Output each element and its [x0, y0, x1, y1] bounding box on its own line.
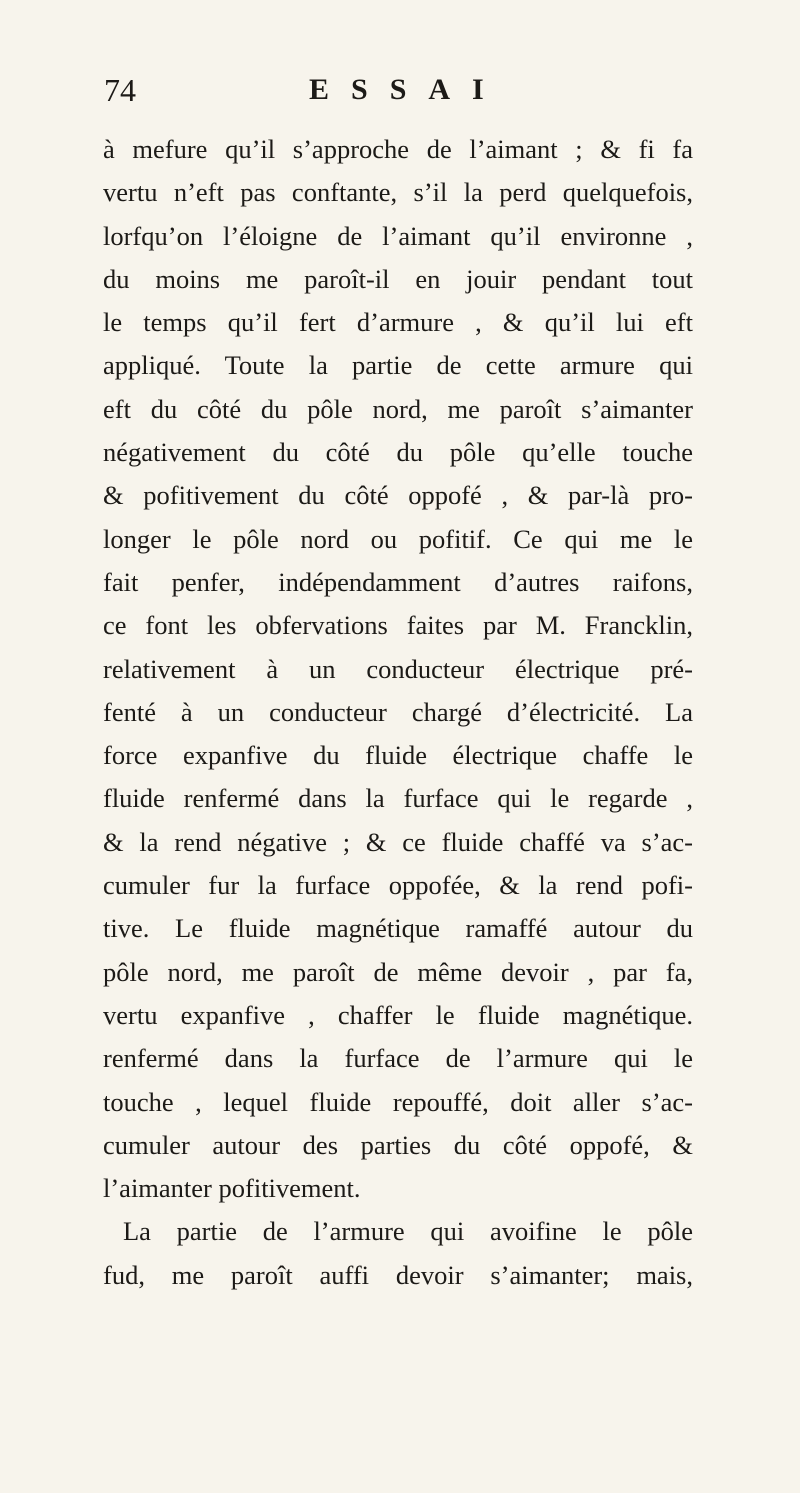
text-line: relativement à un conducteur électrique pré- [103, 653, 693, 684]
text-line: fluide renfermé dans la furface qui le regarde , [103, 783, 693, 814]
text-line: fud, me paroît auffi devoir s’aimanter; mais, [103, 1259, 693, 1290]
text-line: lorfqu’on l’éloigne de l’aimant qu’il environne , [103, 220, 693, 251]
running-head: ESSAI [309, 73, 506, 106]
text-line: force expanfive du fluide électrique chaffe le [103, 740, 693, 771]
body-text [103, 128, 693, 1297]
text-line: du moins me paroît-il en jouir pendant tout [103, 263, 693, 294]
text-line: vertu n’eft pas conftante, s’il la perd quelquefois, [103, 177, 693, 208]
text-line: ce font les obfervations faites par M. Francklin, [103, 610, 693, 641]
text-line: & la rend négative ; & ce fluide chaffé va s’ac- [103, 826, 693, 857]
text-line: vertu expanfive , chaffer le fluide magnétique. [103, 999, 693, 1030]
text-line: fait penfer, indépendamment d’autres raifons, [103, 566, 693, 597]
text-line: longer le pôle nord ou pofitif. Ce qui me le [103, 523, 693, 554]
text-line: cumuler autour des parties du côté oppofé, & [103, 1129, 693, 1160]
text-line: & pofitivement du côté oppofé , & par-là pro- [103, 480, 693, 511]
text-line: eft du côté du pôle nord, me paroît s’aimanter [103, 393, 693, 424]
page-number: 74 [104, 72, 136, 108]
text-line: renfermé dans la furface de l’armure qui le [103, 1043, 693, 1074]
text-line: le temps qu’il fert d’armure , & qu’il lui eft [103, 307, 693, 338]
text-line: appliqué. Toute la partie de cette armure qui [103, 350, 693, 381]
text-line: pôle nord, me paroît de même devoir , par fa, [103, 956, 693, 987]
text-line: fenté à un conducteur chargé d’électricité. La [103, 696, 693, 727]
text-line: à mefure qu’il s’approche de l’aimant ; & fi fa [103, 134, 693, 164]
text-line: l’aimanter pofitivement. [103, 1173, 361, 1204]
text-line: tive. Le fluide magnétique ramaffé autour du [103, 913, 693, 944]
text-line: La partie de l’armure qui avoifine le pôle [123, 1216, 693, 1247]
text-line: cumuler fur la furface oppofée, & la rend pofi- [103, 870, 693, 901]
text-line: négativement du côté du pôle qu’elle touche [103, 437, 693, 468]
text-line: touche , lequel fluide repouffé, doit aller s’ac- [103, 1086, 693, 1117]
page-header [104, 70, 704, 120]
